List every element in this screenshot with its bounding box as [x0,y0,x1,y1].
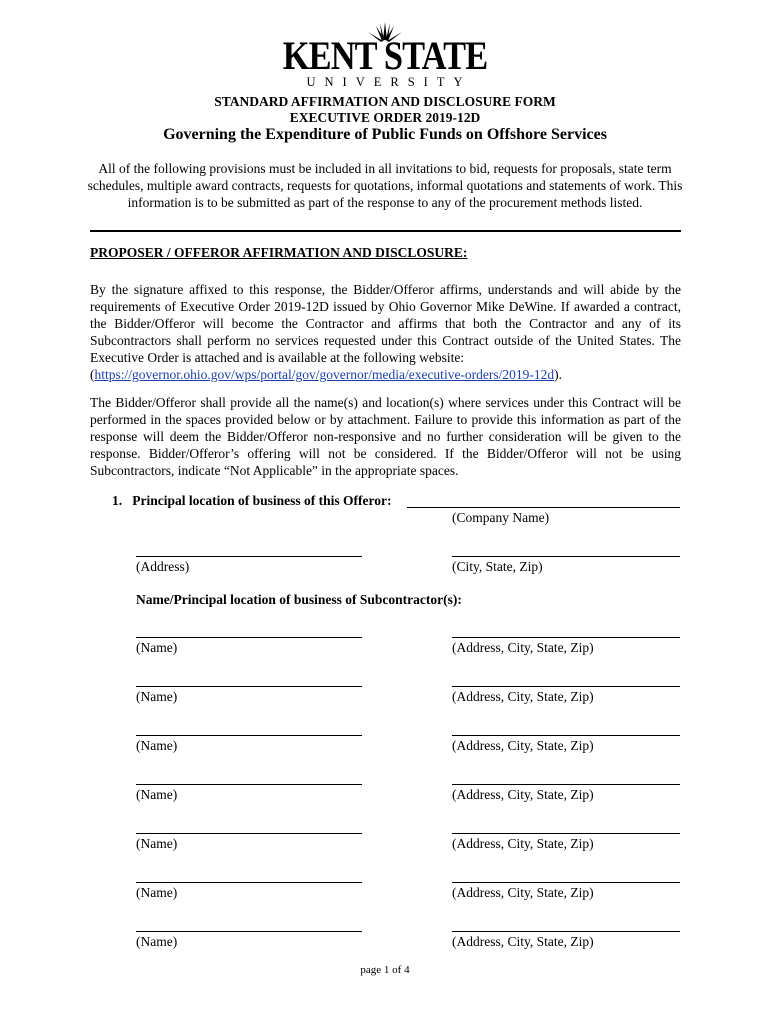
item1-text: Principal location of business of this Offeror: [132,493,392,508]
executive-order-link[interactable]: https://governor.ohio.gov/wps/portal/gov/governor/media/executive-orders/2019-12d [94,367,555,382]
item1-number: 1. [112,493,123,508]
subcontractor-address-field[interactable] [452,882,680,883]
form-subtitle: Governing the Expenditure of Public Funds on Offshore Services [163,126,607,143]
item1-label [112,493,392,509]
subcontractor-address-field[interactable] [452,784,680,785]
subcontractor-address-label: (Address, City, State, Zip) [452,885,594,900]
subcontractor-address-label: (Address, City, State, Zip) [452,934,594,949]
university-logo [0,20,770,89]
subcontractor-name-field[interactable] [136,833,362,834]
subcontractor-address-field[interactable] [452,686,680,687]
subcontractor-address-field[interactable] [452,931,680,932]
city-state-zip-field[interactable] [452,556,680,557]
subcontractor-name-label: (Name) [136,934,178,949]
subcontractor-name-field[interactable] [136,784,362,785]
company-name-field[interactable] [407,507,680,508]
subcontractor-name-field[interactable] [136,882,362,883]
subcontractor-name-field[interactable] [136,686,362,687]
subcontractor-name-field[interactable] [136,931,362,932]
logo-subtitle: UNIVERSITY [306,75,472,89]
subcontractor-address-field[interactable] [452,833,680,834]
company-name-label: (Company Name) [452,510,550,525]
affirmation-paragraph [90,281,681,383]
subcontractor-name-field[interactable] [136,735,362,736]
page-number: page 1 of 4 [360,964,410,976]
subcontractor-name-label: (Name) [136,640,178,655]
divider [90,230,681,232]
subcontractor-name-label: (Name) [136,787,178,802]
section-heading: PROPOSER / OFFEROR AFFIRMATION AND DISCLOSURE: [90,245,468,260]
subcontractor-name-label: (Name) [136,689,178,704]
subcontractor-address-field[interactable] [452,735,680,736]
form-title: STANDARD AFFIRMATION AND DISCLOSURE FORM [214,94,556,109]
intro-paragraph: All of the following provisions must be included in all invitations to bid, requests for proposals, state term schedules, multiple award contracts, requests for quotations, informal quotations and statements of work. This information is to be submitted as part of the response to any of the procurement methods listed. [87,161,683,210]
logo-wordmark: KENT STATE [282,33,488,78]
subcontractor-name-field[interactable] [136,637,362,638]
city-state-zip-label: (City, State, Zip) [452,559,543,574]
subcontractor-address-label: (Address, City, State, Zip) [452,738,594,753]
address-label: (Address) [136,559,190,574]
subcontractor-address-label: (Address, City, State, Zip) [452,640,594,655]
address-field[interactable] [136,556,362,557]
subcontractor-address-field[interactable] [452,637,680,638]
subcontractor-name-label: (Name) [136,885,178,900]
subcontractor-address-label: (Address, City, State, Zip) [452,689,594,704]
link-close-paren: ). [554,367,563,382]
subcontractor-address-label: (Address, City, State, Zip) [452,787,594,802]
subcontractor-address-label: (Address, City, State, Zip) [452,836,594,851]
link-open-paren: ( [90,367,95,382]
subcontractor-name-label: (Name) [136,836,178,851]
subcontractor-name-label: (Name) [136,738,178,753]
subcontractor-heading: Name/Principal location of business of Subcontractor(s): [136,592,462,607]
executive-order-title: EXECUTIVE ORDER 2019-12D [289,110,481,125]
affirmation-text: By the signature affixed to this response, the Bidder/Offeror affirms, understands and will abide by the requirements of Executive Order 2019-12D issued by Ohio Governor Mike DeWine. If awarded a contract, the Bidder/Offeror will become the Contractor and affirms that both the Contractor and any of its Subcontractors shall perform no services requested under this Contract outside of the United States. The Executive Order is attached and is available at the following website: [90,282,681,365]
disclosure-paragraph: The Bidder/Offeror shall provide all the name(s) and location(s) where services under this Contract will be performed in the spaces provided below or by attachment. Failure to provide this information as part of the response will deem the Bidder/Offeror non-responsive and no further consideration will be given to the response. Bidder/Offeror’s offering will not be considered. If the Bidder/Offeror will not be using Subcontractors, indicate “Not Applicable” in the appropriate spaces. [90,395,681,478]
